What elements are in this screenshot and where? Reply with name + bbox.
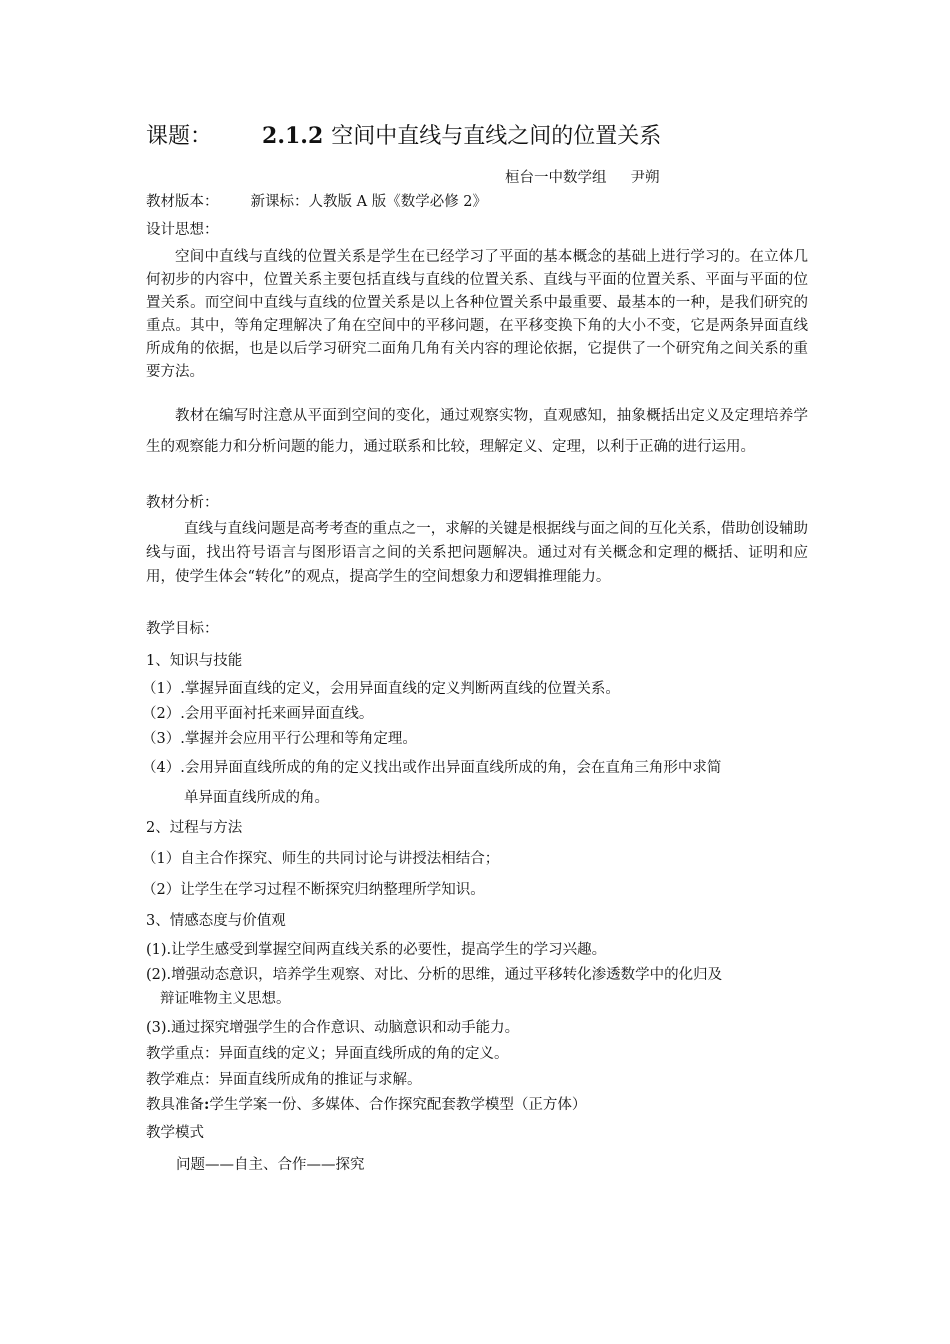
- knowledge-item-4-cont: 单异面直线所成的角。: [184, 790, 329, 806]
- mode-value: 问题——自主、合作——探究: [176, 1157, 365, 1173]
- prep-value: 学生学案一份、多媒体、合作探究配套教学模型（正方体）: [209, 1097, 587, 1113]
- knowledge-item-2: （2）.会用平面衬托来画异面直线。: [142, 706, 374, 722]
- attitude-item-2-cont: 辩证唯物主义思想。: [160, 991, 291, 1007]
- edition-value: 新课标：人教版 A 版《数学必修 2》: [250, 194, 488, 210]
- title-number: 2.1.2: [262, 123, 324, 149]
- prep-colon: :: [204, 1096, 210, 1113]
- goals-section-3: 3、情感态度与价值观: [146, 913, 286, 929]
- author-school: 桓台一中数学组: [505, 170, 607, 186]
- analysis-heading: 教材分析：: [146, 495, 219, 511]
- edition-label: 教材版本：: [146, 194, 219, 210]
- lesson-title: [146, 121, 661, 152]
- analysis-paragraph: 直线与直线问题是高考考查的重点之一，求解的关键是根据线与面之间的互化关系，借助创设辅助线与面，找出符号语言与图形语言之间的关系把问题解决。通过对有关概念和定理的概括、证明和应用，使学生体会“转化”的观点，提高学生的空间想象力和逻辑推理能力。: [146, 521, 808, 585]
- goals-heading: 教学目标：: [146, 621, 219, 637]
- design-heading: 设计思想：: [146, 222, 219, 238]
- goals-section-1: 1、知识与技能: [146, 653, 243, 669]
- attitude-item-2: (2).增强动态意识，培养学生观察、对比、分析的思维，通过平移转化渗透数学中的化归及: [146, 967, 723, 983]
- prep-line: [146, 1095, 586, 1115]
- knowledge-item-4: （4）.会用异面直线所成的角的定义找出或作出异面直线所成的角，会在直角三角形中求简: [142, 760, 722, 776]
- prep-label: 教具准备: [146, 1097, 204, 1113]
- title-prefix: 课题：: [146, 124, 213, 149]
- edition-line: [146, 192, 487, 212]
- author-line: [505, 168, 660, 188]
- goals-section-2: 2、过程与方法: [146, 820, 243, 836]
- title-text: 空间中直线与直线之间的位置关系: [331, 124, 662, 149]
- method-item-2: （2）让学生在学习过程不断探究归纳整理所学知识。: [142, 882, 485, 898]
- knowledge-item-1: （1）.掌握异面直线的定义，会用异面直线的定义判断两直线的位置关系。: [142, 681, 620, 697]
- difficulty: 教学难点：异面直线所成角的推证与求解。: [146, 1072, 422, 1088]
- knowledge-item-3: （3）.掌握并会应用平行公理和等角定理。: [142, 731, 417, 747]
- key-point: 教学重点：异面直线的定义；异面直线所成的角的定义。: [146, 1046, 509, 1062]
- attitude-item-3: (3).通过探究增强学生的合作意识、动脑意识和动手能力。: [146, 1020, 520, 1036]
- attitude-item-1: (1).让学生感受到掌握空间两直线关系的必要性，提高学生的学习兴趣。: [146, 942, 607, 958]
- author-name: 尹朔: [630, 170, 660, 186]
- mode-heading: 教学模式: [146, 1125, 204, 1141]
- method-item-1: （1）自主合作探究、师生的共同讨论与讲授法相结合；: [142, 851, 500, 867]
- design-paragraph-1: 空间中直线与直线的位置关系是学生在已经学习了平面的基本概念的基础上进行学习的。在立体几何初步的内容中，位置关系主要包括直线与直线的位置关系、直线与平面的位置关系、平面与平面的位置关系。而空间中直线与直线的位置关系是以上各种位置关系中最重要、最基本的一种，是我们研究的重点。其中，等角定理解决了角在空间中的平移问题，在平移变换下角的大小不变，它是两条异面直线所成角的依据，也是以后学习研究二面角几角有关内容的理论依据，它提供了一个研究角之间关系的重要方法。: [146, 249, 808, 380]
- design-paragraph-2: 教材在编写时注意从平面到空间的变化，通过观察实物，直观感知，抽象概括出定义及定理培养学生的观察能力和分析问题的能力，通过联系和比较，理解定义、定理，以利于正确的进行运用。: [146, 408, 808, 455]
